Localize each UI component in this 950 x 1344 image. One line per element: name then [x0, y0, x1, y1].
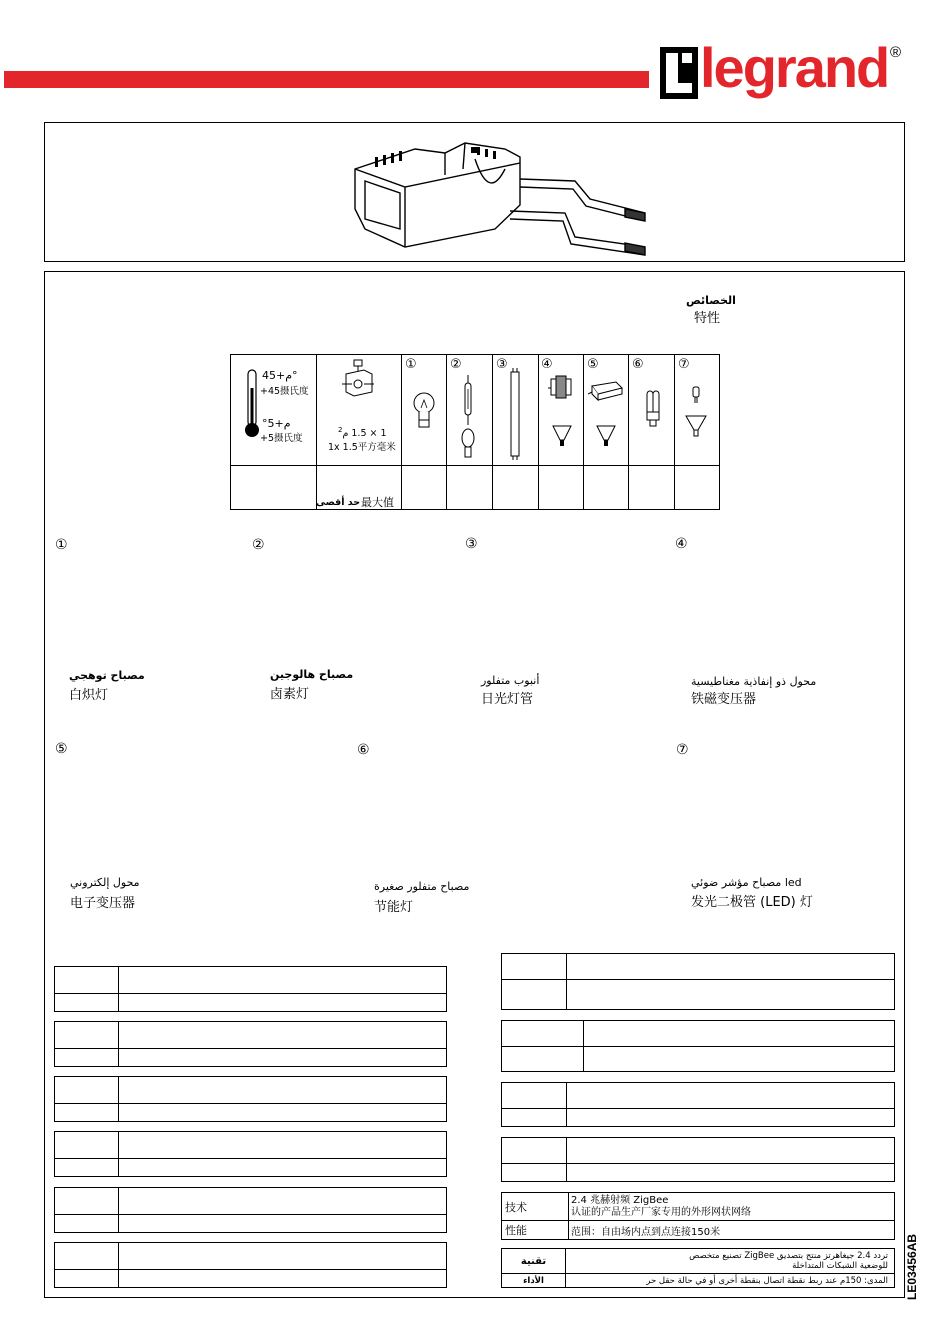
lamp-1-number: ① — [55, 537, 68, 553]
registered-mark: ® — [890, 44, 902, 61]
temp-max-cn: +45摄氏度 — [260, 386, 309, 397]
lamp-5-ar: محول إلكتروني — [70, 876, 140, 889]
right-table-4 — [501, 1137, 895, 1182]
tech-cn-label-2: 性能 — [502, 1221, 569, 1240]
lamp-7-cn: 发光二极管 (LED) 灯 — [691, 895, 813, 910]
wire-size-ar — [338, 426, 387, 439]
left-table-1 — [54, 966, 447, 1012]
lamp-1-cn: 白炽灯 — [69, 688, 109, 703]
wire-size-cn: 1x 1.5平方毫米 — [328, 442, 396, 453]
lamp-5-cn: 电子变压器 — [70, 896, 136, 911]
ferromagnetic-transformer-icon — [548, 374, 574, 400]
header-red-bar — [4, 71, 649, 88]
lamp-7-number: ⑦ — [676, 742, 689, 758]
legrand-logo-icon — [660, 47, 698, 99]
halogen-bulb-icon — [461, 428, 475, 460]
lamp-4-cn: 铁磁变压器 — [691, 692, 757, 707]
wire-size-sup: 2 — [338, 426, 343, 434]
incandescent-bulb-icon — [412, 390, 436, 430]
tech-ar-value-1a: تردد 2.4 جيغاهرتز منتج بتصديق ZigBee تصنيع متخصص — [689, 1251, 888, 1261]
spec-col-5-number: ⑤ — [587, 357, 599, 372]
temp-max-unit: م — [285, 369, 293, 382]
spec-table — [230, 354, 720, 510]
temp-max — [262, 369, 298, 382]
lamp-6-cn: 节能灯 — [374, 900, 414, 915]
compact-fluorescent-icon — [644, 388, 662, 428]
lamp-5-number: ⑤ — [55, 741, 68, 757]
wire-terminal-icon — [340, 358, 376, 398]
spec-col-2-number: ② — [450, 357, 462, 372]
lamp-4-number: ④ — [675, 536, 688, 552]
tech-ar-value-1 — [566, 1249, 895, 1274]
product-module-drawing — [345, 129, 675, 259]
tech-ar-value-2: المدى: 150م عند ربط نقطة اتصال بنقطة أخرى أو في حالة حقل حر — [566, 1274, 895, 1288]
tech-table-ar — [501, 1248, 895, 1288]
thermometer-icon — [242, 368, 262, 440]
max-value-ar: حد أقصى — [316, 497, 361, 508]
spec-col-6-number: ⑥ — [632, 357, 644, 372]
characteristics-title-ar: الخصائص — [686, 294, 736, 307]
tech-cn-value-1 — [569, 1193, 895, 1221]
tech-ar-value-1b: للوضعية الشبكات المتداخلة — [792, 1261, 888, 1271]
fluorescent-tube-icon — [509, 368, 521, 460]
spec-col-4-number: ④ — [541, 357, 553, 372]
temp-min-unit: °م — [262, 417, 291, 430]
lamp-2-ar: مصباح هالوجين — [270, 668, 354, 681]
lamp-2-number: ② — [252, 537, 265, 553]
right-table-1 — [501, 953, 895, 1010]
lamp-2-cn: 卤素灯 — [270, 687, 310, 702]
lamp-6-ar: مصباح متفلور صغيرة — [374, 880, 470, 893]
product-image-frame — [44, 122, 905, 262]
lamp-3-number: ③ — [465, 536, 478, 552]
lamp-3-cn: 日光灯管 — [481, 692, 534, 707]
tech-ar-label-1: تقنية — [502, 1249, 566, 1274]
electronic-transformer-icon — [588, 380, 624, 402]
right-table-2 — [501, 1020, 895, 1072]
tech-cn-label-1: 技术 — [502, 1193, 569, 1221]
lamp-1-ar: مصباح توهجي — [69, 669, 145, 682]
reflector-lamp-icon-4 — [552, 424, 572, 448]
lamp-7-ar: led مصباح مؤشر ضوئي — [691, 876, 802, 889]
spec-col-1-number: ① — [405, 357, 417, 372]
led-capsule-icon — [690, 385, 702, 403]
left-table-6 — [54, 1242, 447, 1288]
halogen-tube-icon — [462, 375, 474, 425]
lamp-6-number: ⑥ — [357, 742, 370, 758]
temp-min — [262, 417, 291, 430]
tech-cn-value-1a: 2.4 兆赫射频 ZigBee — [571, 1194, 669, 1206]
characteristics-title-cn: 特性 — [694, 311, 721, 326]
right-table-3 — [501, 1082, 895, 1127]
tech-table-cn — [501, 1192, 895, 1240]
document-code: LE03456AB — [905, 1233, 919, 1300]
left-table-2 — [54, 1021, 447, 1067]
max-value-cn: 最大值 — [361, 496, 394, 509]
tech-ar-label-2: الأداء — [502, 1274, 566, 1288]
lamp-4-ar: محول ذو إنفاذية مغناطيسية — [691, 675, 817, 688]
wire-size-ar-value: 1 × 1.5 م — [342, 428, 387, 440]
temp-min-value: +5 — [267, 417, 284, 430]
temp-min-cn: +5摄氏度 — [260, 433, 303, 444]
tech-cn-value-1b: 认证的产品生产厂家专用的外形网状网络 — [571, 1206, 751, 1218]
brand-name: legrand — [700, 36, 889, 99]
spec-col-7-number: ⑦ — [678, 357, 690, 372]
lamp-3-ar: أنبوب متفلور — [481, 674, 540, 687]
reflector-lamp-icon-5 — [596, 424, 616, 448]
left-table-5 — [54, 1187, 447, 1233]
spec-col-3-number: ③ — [496, 357, 508, 372]
tech-cn-value-2: 范围：自由场内点到点连接150米 — [569, 1221, 895, 1240]
left-table-3 — [54, 1076, 447, 1122]
left-table-4 — [54, 1131, 447, 1177]
temp-max-value: +45° — [262, 369, 298, 382]
led-reflector-icon — [685, 414, 707, 438]
